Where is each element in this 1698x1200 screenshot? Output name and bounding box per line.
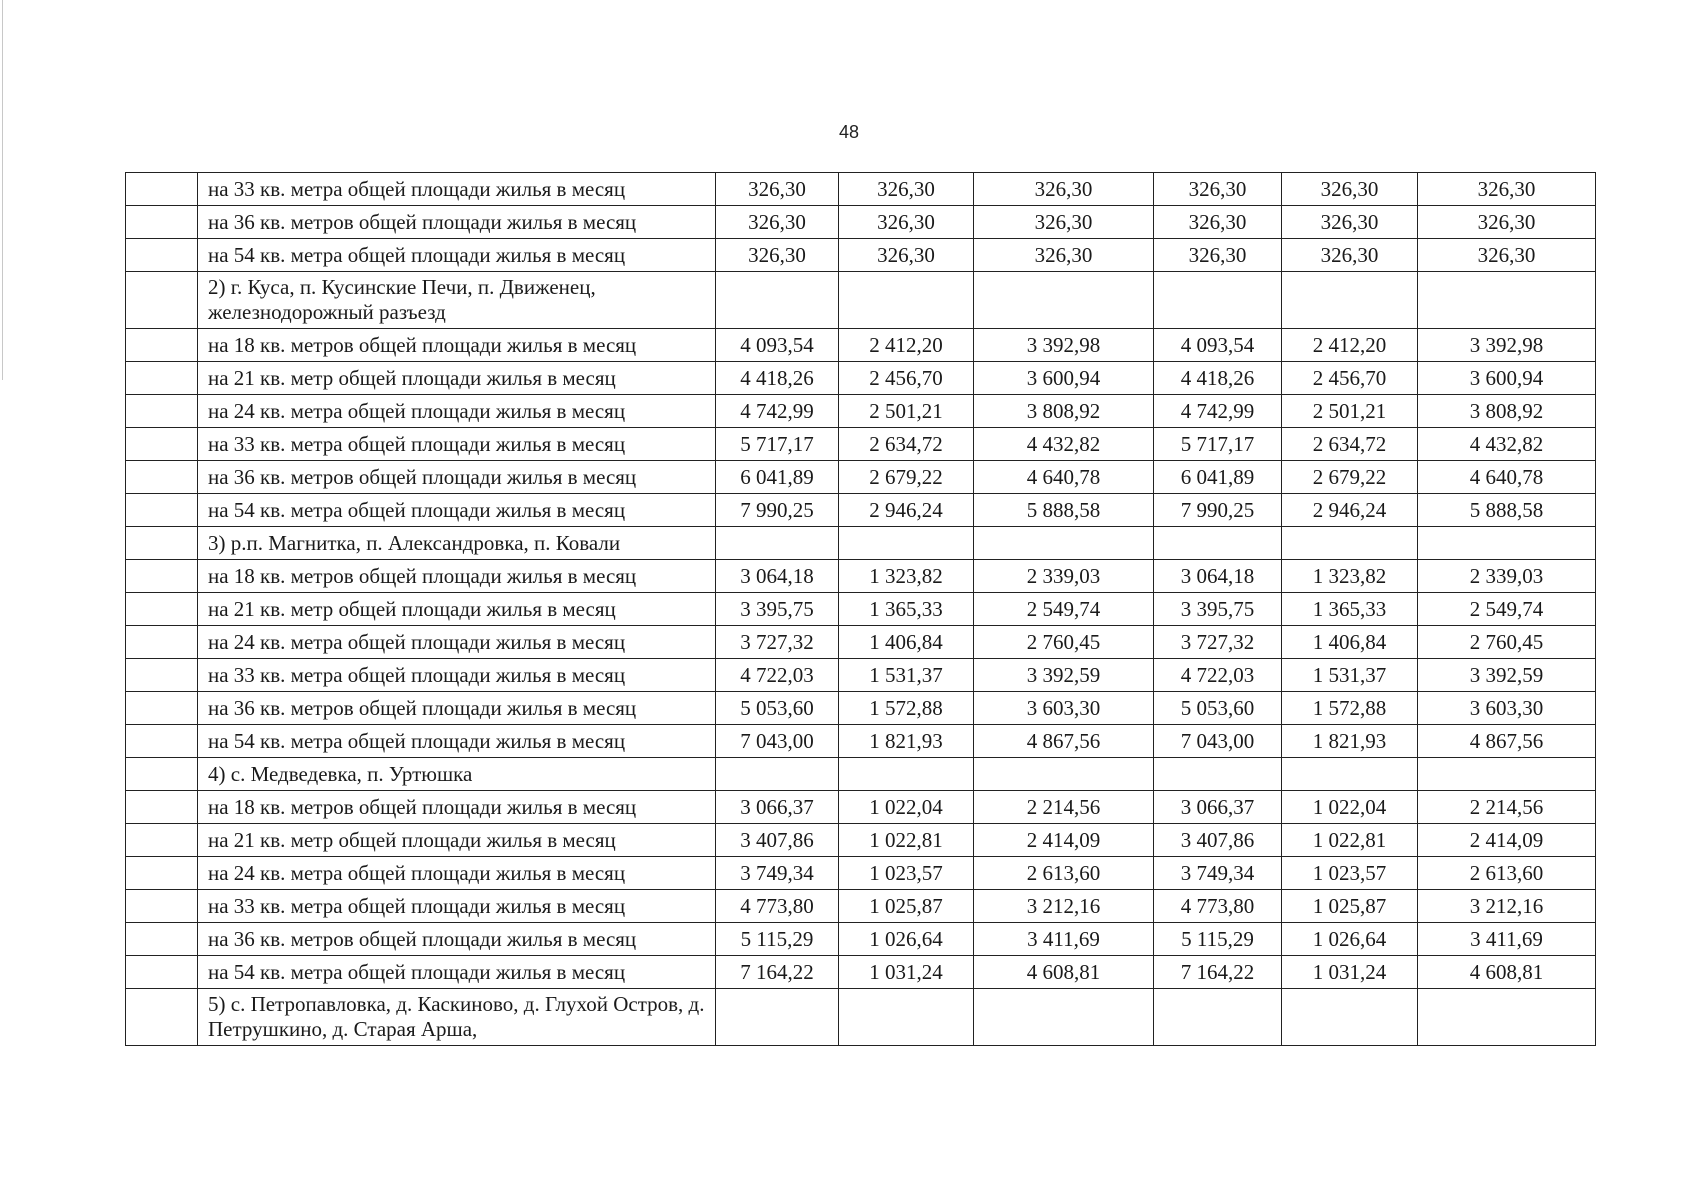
table-row [126, 494, 1596, 527]
value-cell: 4 093,54 [1154, 329, 1282, 362]
value-cell: 3 392,59 [1418, 659, 1596, 692]
value-cell: 3 064,18 [716, 560, 839, 593]
value-cell: 326,30 [1282, 206, 1418, 239]
row-index-cell [126, 239, 198, 272]
value-cell: 2 946,24 [1282, 494, 1418, 527]
value-cell: 5 717,17 [1154, 428, 1282, 461]
value-cell: 3 603,30 [1418, 692, 1596, 725]
table-row [126, 206, 1596, 239]
value-cell [1154, 989, 1282, 1046]
value-cell: 1 022,81 [1282, 824, 1418, 857]
value-cell: 2 679,22 [1282, 461, 1418, 494]
table-row [126, 362, 1596, 395]
value-cell [1154, 758, 1282, 791]
value-cell: 2 613,60 [974, 857, 1154, 890]
value-cell [974, 758, 1154, 791]
value-cell [716, 758, 839, 791]
value-cell: 326,30 [1282, 173, 1418, 206]
value-cell: 1 023,57 [839, 857, 974, 890]
row-index-cell [126, 956, 198, 989]
value-cell: 2 549,74 [974, 593, 1154, 626]
value-cell: 326,30 [716, 173, 839, 206]
row-index-cell [126, 857, 198, 890]
row-index-cell [126, 890, 198, 923]
value-cell: 1 406,84 [839, 626, 974, 659]
value-cell [1282, 758, 1418, 791]
table-row [126, 527, 1596, 560]
value-cell: 3 066,37 [1154, 791, 1282, 824]
value-cell: 1 531,37 [1282, 659, 1418, 692]
value-cell: 7 164,22 [716, 956, 839, 989]
value-cell: 3 749,34 [1154, 857, 1282, 890]
table-row [126, 923, 1596, 956]
row-index-cell [126, 725, 198, 758]
value-cell [839, 527, 974, 560]
row-label-cell: на 36 кв. метров общей площади жилья в месяц [198, 206, 716, 239]
value-cell: 1 025,87 [1282, 890, 1418, 923]
value-cell: 2 501,21 [839, 395, 974, 428]
value-cell: 4 742,99 [716, 395, 839, 428]
row-index-cell [126, 395, 198, 428]
row-index-cell [126, 923, 198, 956]
value-cell: 1 323,82 [839, 560, 974, 593]
value-cell: 2 214,56 [1418, 791, 1596, 824]
value-cell: 326,30 [1154, 239, 1282, 272]
value-cell: 4 722,03 [716, 659, 839, 692]
row-index-cell [126, 626, 198, 659]
value-cell: 4 418,26 [1154, 362, 1282, 395]
row-index-cell [126, 461, 198, 494]
value-cell: 7 043,00 [716, 725, 839, 758]
value-cell [1418, 989, 1596, 1046]
row-index-cell [126, 329, 198, 362]
value-cell: 326,30 [1418, 206, 1596, 239]
row-label-cell: на 24 кв. метра общей площади жилья в месяц [198, 395, 716, 428]
row-label-cell: на 33 кв. метра общей площади жилья в месяц [198, 659, 716, 692]
row-label-cell: 3) р.п. Магнитка, п. Александровка, п. Ковали [198, 527, 716, 560]
value-cell: 2 414,09 [1418, 824, 1596, 857]
row-index-cell [126, 362, 198, 395]
value-cell [974, 989, 1154, 1046]
value-cell: 5 717,17 [716, 428, 839, 461]
value-cell: 326,30 [716, 206, 839, 239]
value-cell: 326,30 [974, 206, 1154, 239]
value-cell: 3 603,30 [974, 692, 1154, 725]
value-cell: 2 613,60 [1418, 857, 1596, 890]
value-cell: 2 412,20 [1282, 329, 1418, 362]
table-row [126, 272, 1596, 329]
value-cell: 4 640,78 [974, 461, 1154, 494]
value-cell: 1 821,93 [839, 725, 974, 758]
value-cell [1282, 989, 1418, 1046]
row-label-cell: на 36 кв. метров общей площади жилья в месяц [198, 923, 716, 956]
table-row [126, 725, 1596, 758]
row-index-cell [126, 428, 198, 461]
value-cell: 3 392,59 [974, 659, 1154, 692]
value-cell [1154, 272, 1282, 329]
value-cell: 4 640,78 [1418, 461, 1596, 494]
value-cell: 2 634,72 [839, 428, 974, 461]
value-cell: 3 407,86 [1154, 824, 1282, 857]
table-row [126, 461, 1596, 494]
value-cell: 3 407,86 [716, 824, 839, 857]
table-row [126, 239, 1596, 272]
value-cell: 1 022,81 [839, 824, 974, 857]
row-label-cell: 5) с. Петропавловка, д. Каскиново, д. Глухой Остров, д. Петрушкино, д. Старая Арша, [198, 989, 716, 1046]
value-cell: 3 411,69 [974, 923, 1154, 956]
value-cell [839, 758, 974, 791]
row-label-cell: на 21 кв. метр общей площади жилья в месяц [198, 362, 716, 395]
value-cell: 3 808,92 [974, 395, 1154, 428]
value-cell: 4 742,99 [1154, 395, 1282, 428]
value-cell [974, 527, 1154, 560]
table-row [126, 626, 1596, 659]
value-cell: 1 365,33 [1282, 593, 1418, 626]
table-row [126, 395, 1596, 428]
row-label-cell: на 18 кв. метров общей площади жилья в месяц [198, 329, 716, 362]
row-label-cell: 4) с. Медведевка, п. Уртюшка [198, 758, 716, 791]
value-cell: 326,30 [1418, 173, 1596, 206]
value-cell: 1 572,88 [839, 692, 974, 725]
value-cell: 4 722,03 [1154, 659, 1282, 692]
table-row [126, 329, 1596, 362]
value-cell: 4 432,82 [1418, 428, 1596, 461]
row-label-cell: на 33 кв. метра общей площади жилья в месяц [198, 890, 716, 923]
row-label-cell: на 24 кв. метра общей площади жилья в месяц [198, 626, 716, 659]
row-label-cell: на 54 кв. метра общей площади жилья в месяц [198, 494, 716, 527]
value-cell [1282, 527, 1418, 560]
value-cell [839, 272, 974, 329]
value-cell: 3 392,98 [1418, 329, 1596, 362]
value-cell: 5 888,58 [1418, 494, 1596, 527]
row-index-cell [126, 659, 198, 692]
value-cell: 1 365,33 [839, 593, 974, 626]
value-cell: 5 053,60 [1154, 692, 1282, 725]
value-cell: 1 031,24 [839, 956, 974, 989]
table-row [126, 824, 1596, 857]
value-cell: 4 867,56 [974, 725, 1154, 758]
value-cell: 4 773,80 [1154, 890, 1282, 923]
tariff-table [125, 172, 1596, 1046]
value-cell: 326,30 [1154, 206, 1282, 239]
row-index-cell [126, 560, 198, 593]
value-cell: 2 339,03 [974, 560, 1154, 593]
value-cell: 3 600,94 [1418, 362, 1596, 395]
table-row [126, 173, 1596, 206]
tariff-table-body [126, 173, 1596, 1046]
row-index-cell [126, 758, 198, 791]
value-cell: 5 115,29 [716, 923, 839, 956]
value-cell: 326,30 [839, 173, 974, 206]
row-label-cell: на 54 кв. метра общей площади жилья в месяц [198, 956, 716, 989]
value-cell: 1 031,24 [1282, 956, 1418, 989]
value-cell: 1 821,93 [1282, 725, 1418, 758]
value-cell: 2 414,09 [974, 824, 1154, 857]
value-cell: 326,30 [974, 173, 1154, 206]
row-label-cell: на 54 кв. метра общей площади жилья в месяц [198, 239, 716, 272]
row-label-cell: на 54 кв. метра общей площади жилья в месяц [198, 725, 716, 758]
value-cell: 2 214,56 [974, 791, 1154, 824]
row-label-cell: на 21 кв. метр общей площади жилья в месяц [198, 593, 716, 626]
value-cell: 6 041,89 [1154, 461, 1282, 494]
value-cell: 1 531,37 [839, 659, 974, 692]
value-cell: 2 634,72 [1282, 428, 1418, 461]
value-cell: 326,30 [839, 239, 974, 272]
value-cell: 3 212,16 [974, 890, 1154, 923]
table-row [126, 428, 1596, 461]
value-cell: 2 760,45 [1418, 626, 1596, 659]
row-label-cell: на 24 кв. метра общей площади жилья в месяц [198, 857, 716, 890]
value-cell [1418, 527, 1596, 560]
row-label-cell: 2) г. Куса, п. Кусинские Печи, п. Движенец, железнодорожный разъезд [198, 272, 716, 329]
value-cell: 2 412,20 [839, 329, 974, 362]
value-cell: 2 549,74 [1418, 593, 1596, 626]
value-cell: 7 990,25 [1154, 494, 1282, 527]
value-cell: 1 026,64 [839, 923, 974, 956]
value-cell: 3 808,92 [1418, 395, 1596, 428]
value-cell: 1 022,04 [1282, 791, 1418, 824]
value-cell: 2 679,22 [839, 461, 974, 494]
value-cell: 7 990,25 [716, 494, 839, 527]
value-cell: 1 323,82 [1282, 560, 1418, 593]
value-cell: 7 164,22 [1154, 956, 1282, 989]
value-cell: 2 456,70 [839, 362, 974, 395]
value-cell: 1 572,88 [1282, 692, 1418, 725]
scan-edge-line [2, 0, 3, 380]
value-cell: 4 608,81 [974, 956, 1154, 989]
value-cell: 1 022,04 [839, 791, 974, 824]
value-cell: 7 043,00 [1154, 725, 1282, 758]
row-label-cell: на 33 кв. метра общей площади жилья в месяц [198, 173, 716, 206]
value-cell: 1 026,64 [1282, 923, 1418, 956]
value-cell: 326,30 [1282, 239, 1418, 272]
table-row [126, 593, 1596, 626]
value-cell: 2 760,45 [974, 626, 1154, 659]
value-cell: 4 867,56 [1418, 725, 1596, 758]
value-cell: 4 608,81 [1418, 956, 1596, 989]
value-cell: 3 395,75 [1154, 593, 1282, 626]
value-cell: 326,30 [1418, 239, 1596, 272]
row-index-cell [126, 173, 198, 206]
value-cell: 4 432,82 [974, 428, 1154, 461]
value-cell: 2 456,70 [1282, 362, 1418, 395]
value-cell: 5 888,58 [974, 494, 1154, 527]
row-label-cell: на 18 кв. метров общей площади жилья в месяц [198, 791, 716, 824]
row-label-cell: на 21 кв. метр общей площади жилья в месяц [198, 824, 716, 857]
table-row [126, 659, 1596, 692]
value-cell: 2 946,24 [839, 494, 974, 527]
value-cell: 6 041,89 [716, 461, 839, 494]
row-index-cell [126, 593, 198, 626]
value-cell: 326,30 [716, 239, 839, 272]
value-cell: 5 053,60 [716, 692, 839, 725]
row-label-cell: на 36 кв. метров общей площади жилья в месяц [198, 461, 716, 494]
value-cell: 2 501,21 [1282, 395, 1418, 428]
row-index-cell [126, 527, 198, 560]
value-cell: 3 392,98 [974, 329, 1154, 362]
value-cell [839, 989, 974, 1046]
row-label-cell: на 36 кв. метров общей площади жилья в месяц [198, 692, 716, 725]
value-cell: 4 773,80 [716, 890, 839, 923]
value-cell: 326,30 [1154, 173, 1282, 206]
value-cell: 3 600,94 [974, 362, 1154, 395]
value-cell [1418, 272, 1596, 329]
table-row [126, 758, 1596, 791]
value-cell: 3 395,75 [716, 593, 839, 626]
table-row [126, 956, 1596, 989]
value-cell: 1 023,57 [1282, 857, 1418, 890]
table-row [126, 692, 1596, 725]
value-cell: 3 727,32 [716, 626, 839, 659]
value-cell [716, 989, 839, 1046]
value-cell: 3 064,18 [1154, 560, 1282, 593]
row-index-cell [126, 494, 198, 527]
value-cell: 1 406,84 [1282, 626, 1418, 659]
value-cell [974, 272, 1154, 329]
value-cell [716, 527, 839, 560]
row-label-cell: на 18 кв. метров общей площади жилья в месяц [198, 560, 716, 593]
value-cell [1154, 527, 1282, 560]
row-index-cell [126, 989, 198, 1046]
row-index-cell [126, 791, 198, 824]
value-cell: 4 418,26 [716, 362, 839, 395]
value-cell: 3 411,69 [1418, 923, 1596, 956]
value-cell: 2 339,03 [1418, 560, 1596, 593]
value-cell: 3 066,37 [716, 791, 839, 824]
table-row [126, 791, 1596, 824]
table-row [126, 560, 1596, 593]
value-cell [1282, 272, 1418, 329]
row-index-cell [126, 206, 198, 239]
table-row [126, 857, 1596, 890]
value-cell [1418, 758, 1596, 791]
table-row [126, 989, 1596, 1046]
value-cell [716, 272, 839, 329]
value-cell: 3 212,16 [1418, 890, 1596, 923]
value-cell: 1 025,87 [839, 890, 974, 923]
value-cell: 3 727,32 [1154, 626, 1282, 659]
row-index-cell [126, 692, 198, 725]
value-cell: 3 749,34 [716, 857, 839, 890]
value-cell: 5 115,29 [1154, 923, 1282, 956]
row-index-cell [126, 272, 198, 329]
table-row [126, 890, 1596, 923]
value-cell: 326,30 [974, 239, 1154, 272]
value-cell: 326,30 [839, 206, 974, 239]
value-cell: 4 093,54 [716, 329, 839, 362]
row-index-cell [126, 824, 198, 857]
page-number: 48 [838, 122, 860, 142]
row-label-cell: на 33 кв. метра общей площади жилья в месяц [198, 428, 716, 461]
